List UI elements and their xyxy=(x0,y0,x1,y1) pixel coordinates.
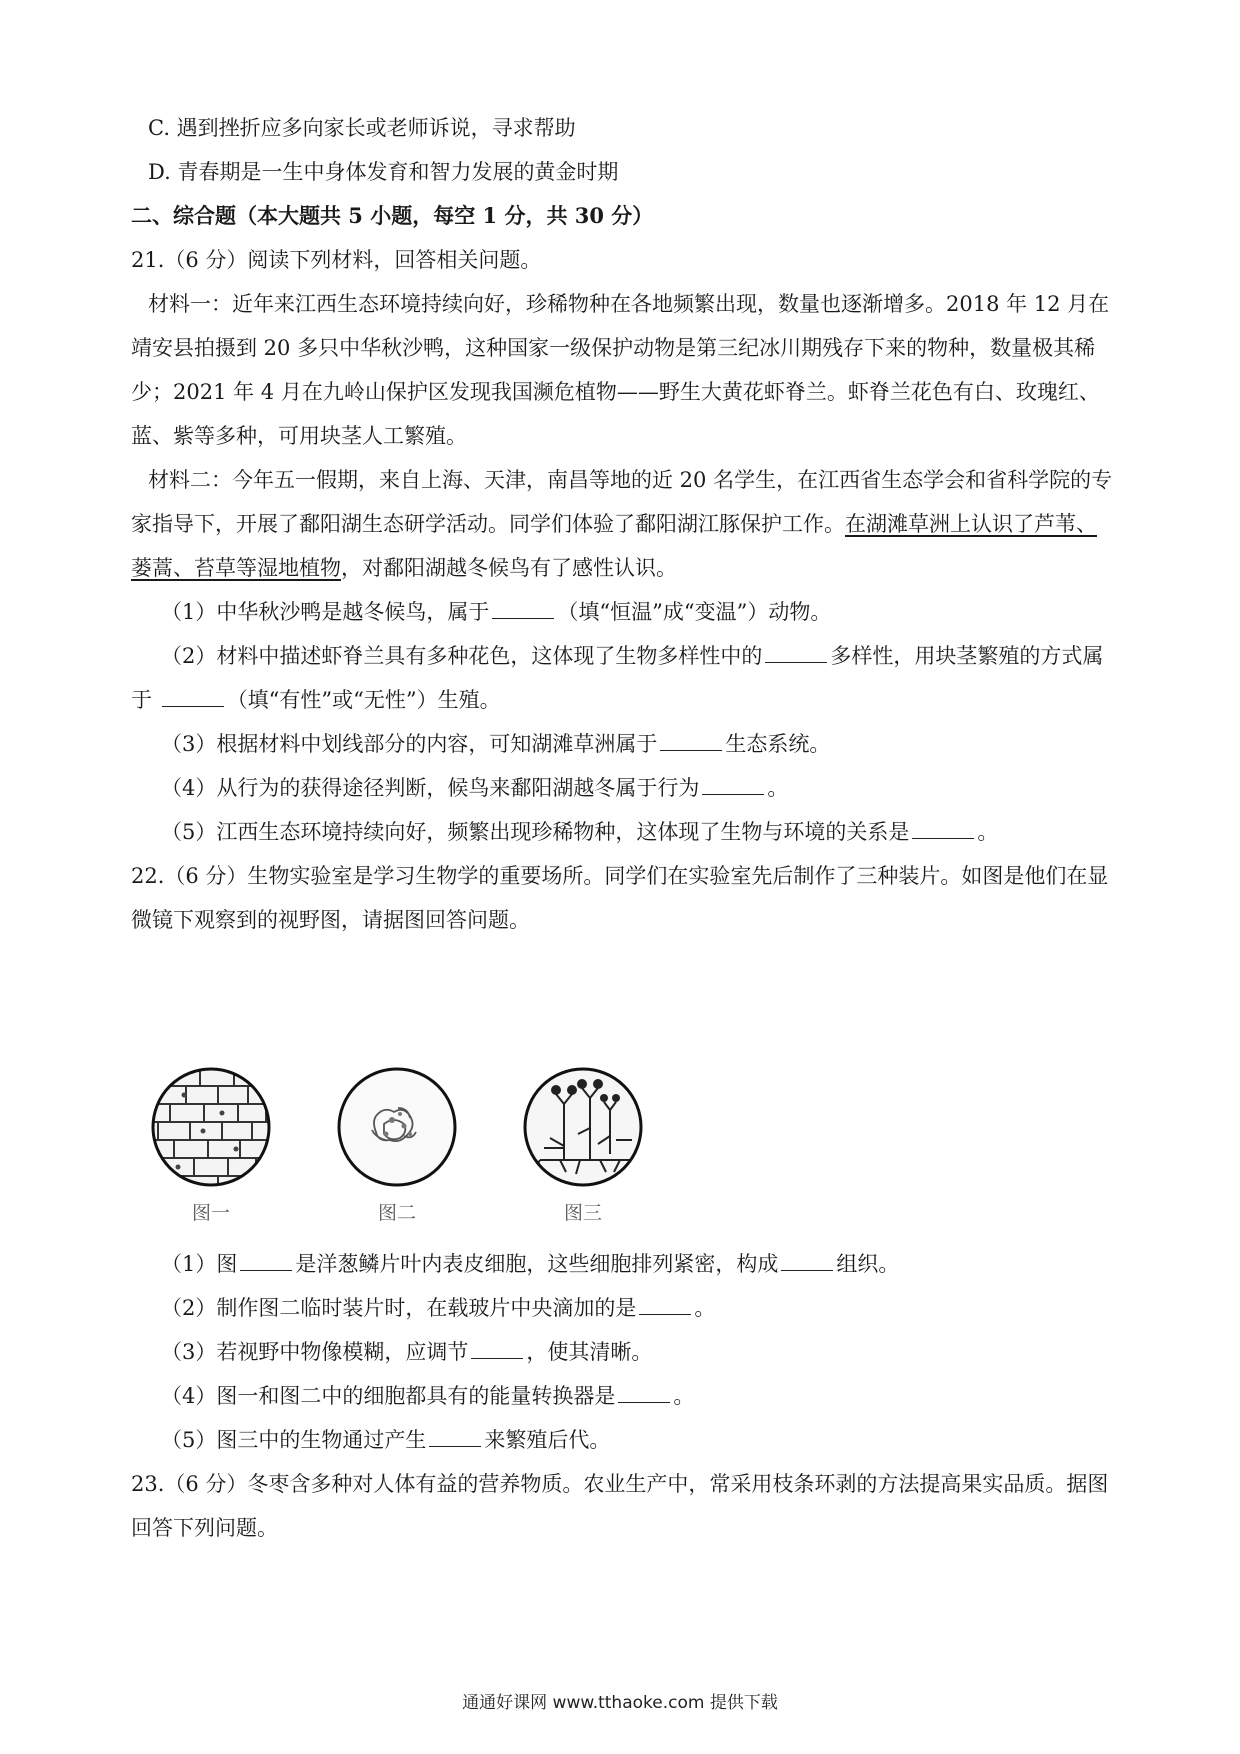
q21-part5 xyxy=(161,817,998,847)
answer-blank[interactable] xyxy=(912,818,974,839)
answer-blank[interactable] xyxy=(240,1250,292,1271)
option-d: D. 青春期是一生中身体发育和智力发展的黄金时期 xyxy=(148,160,619,184)
answer-blank[interactable] xyxy=(639,1294,691,1315)
q21-part4-text: （4）从行为的获得途径判断，候鸟来鄱阳湖越冬属于行为 xyxy=(161,776,700,800)
q21-part4 xyxy=(161,773,788,803)
answer-blank[interactable] xyxy=(781,1250,833,1271)
q21-part2-text-end: 多样性，用块茎繁殖的方式属 xyxy=(830,644,1104,668)
answer-blank[interactable] xyxy=(162,686,224,707)
q21-material1-line3: 少；2021 年 4 月在九岭山保护区发现我国濒危植物——野生大黄花虾脊兰。虾脊兰花色有白、玫瑰红、 xyxy=(131,380,1100,404)
figure-3-caption: 图三 xyxy=(563,1202,602,1224)
mold-hyphae-icon xyxy=(520,1064,646,1190)
q21-material1-line2: 靖安县拍摄到 20 多只中华秋沙鸭，这种国家一级保护动物是第三纪冰川期残存下来的物种，数量极其稀 xyxy=(131,336,1096,360)
q21-part2-text: （2）材料中描述虾脊兰具有多种花色，这体现了生物多样性中的 xyxy=(161,644,763,668)
figure-1 xyxy=(148,1064,274,1225)
figure-1-caption: 图一 xyxy=(191,1202,230,1224)
q21-stem: 21.（6 分）阅读下列材料，回答相关问题。 xyxy=(131,248,542,272)
q22-part2-text: （2）制作图二临时装片时，在载玻片中央滴加的是 xyxy=(161,1296,637,1320)
section-title: 二、综合题（本大题共 5 小题，每空 1 分，共 30 分） xyxy=(131,203,654,228)
answer-blank[interactable] xyxy=(660,730,722,751)
q22-part4 xyxy=(161,1381,694,1411)
q21-part5-text: （5）江西生态环境持续向好，频繁出现珍稀物种，这体现了生物与环境的关系是 xyxy=(161,820,910,844)
q21-material2-line2 xyxy=(131,509,1097,539)
q22-stem-line2: 微镜下观察到的视野图，请据图回答问题。 xyxy=(131,908,530,932)
cheek-cells-icon xyxy=(334,1064,460,1190)
q21-material1-line1: 材料一：近年来江西生态环境持续向好，珍稀物种在各地频繁出现，数量也逐渐增多。2018 年 12 月在 xyxy=(148,292,1110,316)
q21-part2-cont-text: 于 xyxy=(131,688,152,712)
q21-part3-text: （3）根据材料中划线部分的内容，可知湖滩草洲属于 xyxy=(161,732,658,756)
page-footer: 通通好课网 www.tthaoke.com 提供下载 xyxy=(462,1693,778,1713)
q22-part1-text-mid: 是洋葱鳞片叶内表皮细胞，这些细胞排列紧密，构成 xyxy=(295,1252,779,1276)
q22-part4-text: （4）图一和图二中的细胞都具有的能量转换器是 xyxy=(161,1384,616,1408)
answer-blank[interactable] xyxy=(429,1426,481,1447)
q22-part3-text: （3）若视野中物像模糊，应调节 xyxy=(161,1340,469,1364)
q22-part1-text: （1）图 xyxy=(161,1252,238,1276)
q21-part1 xyxy=(161,597,831,627)
q21-part2 xyxy=(161,641,1103,671)
q22-part1 xyxy=(161,1249,899,1279)
onion-epidermis-cells-icon xyxy=(148,1064,274,1190)
q21-part3 xyxy=(161,729,830,759)
q21-part4-text-end: 。 xyxy=(767,776,789,800)
q23-stem-line2: 回答下列问题。 xyxy=(131,1516,278,1540)
q22-part5-text-end: 来繁殖后代。 xyxy=(484,1428,611,1452)
q21-part3-text-end: 生态系统。 xyxy=(725,732,831,756)
q21-material2-text-end: ，对鄱阳湖越冬候鸟有了感性认识。 xyxy=(341,556,677,580)
q21-part1-text: （1）中华秋沙鸭是越冬候鸟，属于 xyxy=(161,600,490,624)
microscope-figures xyxy=(148,1064,708,1229)
q21-part5-text-end: 。 xyxy=(977,820,999,844)
q21-material2-line1: 材料二：今年五一假期，来自上海、天津，南昌等地的近 20 名学生，在江西省生态学会和省科学院的专 xyxy=(148,468,1113,492)
q21-part2-cont xyxy=(131,685,501,715)
option-c: C. 遇到挫折应多向家长或老师诉说，寻求帮助 xyxy=(148,116,576,140)
q22-part3-text-end: ，使其清晰。 xyxy=(526,1340,653,1364)
q21-underlined-text: 在湖滩草洲上认识了芦苇、 xyxy=(845,512,1097,536)
answer-blank[interactable] xyxy=(618,1382,670,1403)
q21-material2-line3 xyxy=(131,553,677,583)
figure-2 xyxy=(334,1064,460,1225)
answer-blank[interactable] xyxy=(765,642,827,663)
q21-part1-text-end: （填“恒温”成“变温”）动物。 xyxy=(557,600,832,624)
q21-part2-cont-end: （填“有性”或“无性”）生殖。 xyxy=(226,688,501,712)
q21-material1-line4: 蓝、紫等多种，可用块茎人工繁殖。 xyxy=(131,424,467,448)
q22-part3 xyxy=(161,1337,652,1367)
answer-blank[interactable] xyxy=(702,774,764,795)
figure-3 xyxy=(520,1064,646,1225)
q22-part2 xyxy=(161,1293,715,1323)
q22-part2-text-end: 。 xyxy=(694,1296,716,1320)
figure-2-caption: 图二 xyxy=(377,1202,416,1224)
answer-blank[interactable] xyxy=(492,598,554,619)
q22-stem-line1: 22.（6 分）生物实验室是学习生物学的重要场所。同学们在实验室先后制作了三种装片。如图是他们在显 xyxy=(131,864,1109,888)
q22-part4-text-end: 。 xyxy=(673,1384,695,1408)
q21-material2-text: 家指导下，开展了鄱阳湖生态研学活动。同学们体验了鄱阳湖江豚保护工作。 xyxy=(131,512,845,536)
q22-part1-text-end: 组织。 xyxy=(836,1252,900,1276)
q22-part5-text: （5）图三中的生物通过产生 xyxy=(161,1428,427,1452)
answer-blank[interactable] xyxy=(471,1338,523,1359)
q23-stem-line1: 23.（6 分）冬枣含多种对人体有益的营养物质。农业生产中，常采用枝条环剥的方法提高果实品质。据图 xyxy=(131,1472,1109,1496)
q21-underlined-text-cont: 蒌蒿、苔草等湿地植物 xyxy=(131,556,341,580)
q22-part5 xyxy=(161,1425,610,1455)
